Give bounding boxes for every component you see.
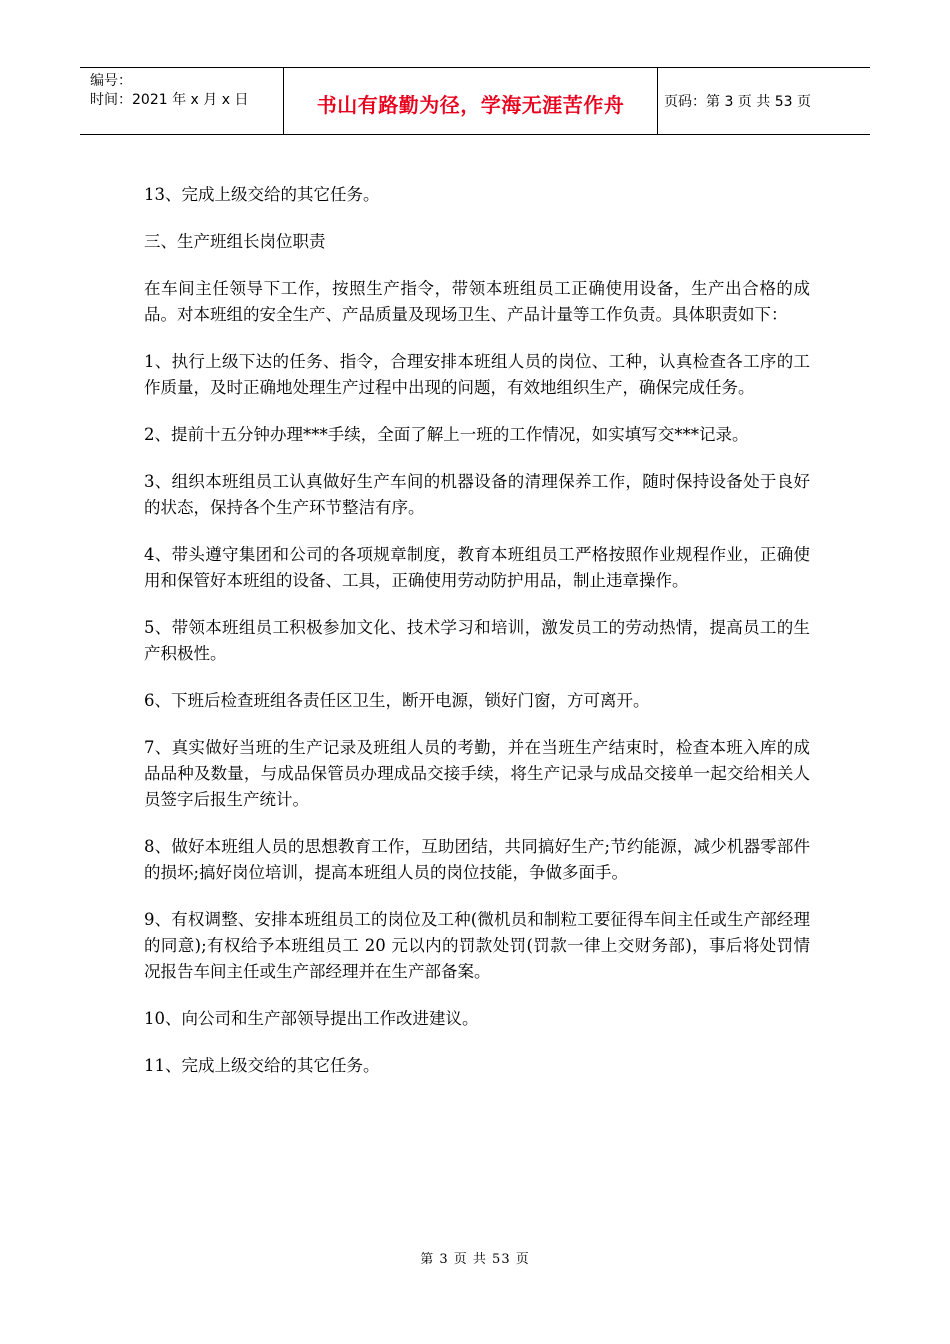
motto-text: 书山有路勤为径，学海无涯苦作舟 — [316, 92, 625, 117]
paragraph: 5、带领本班组员工积极参加文化、技术学习和培训，激发员工的劳动热情，提高员工的生产积极性。 — [144, 618, 810, 663]
paragraph: 4、带头遵守集团和公司的各项规章制度，教育本班组员工严格按照作业规程作业，正确使用和保管好本班组的设备、工具，正确使用劳动防护用品，制止违章操作。 — [144, 545, 810, 590]
header-page-info: 页码：第 3 页 共 53 页 — [664, 94, 811, 110]
paragraph: 11、完成上级交给的其它任务。 — [144, 1056, 380, 1075]
paragraph: 13、完成上级交给的其它任务。 — [144, 185, 380, 204]
header-page-cell — [658, 68, 870, 134]
paragraph: 3、组织本班组员工认真做好生产车间的机器设备的清理保养工作，随时保持设备处于良好的状态，保持各个生产环节整洁有序。 — [144, 472, 810, 517]
page-header-table — [80, 67, 870, 135]
paragraph: 8、做好本班组人员的思想教育工作，互助团结，共同搞好生产;节约能源，减少机器零部件的损坏;搞好岗位培训，提高本班组人员的岗位技能，争做多面手。 — [144, 837, 810, 882]
paragraph: 1、执行上级下达的任务、指令，合理安排本班组人员的岗位、工种，认真检查各工序的工作质量，及时正确地处理生产过程中出现的问题，有效地组织生产，确保完成任务。 — [144, 352, 810, 397]
document-body — [144, 182, 810, 1100]
paragraph: 9、有权调整、安排本班组员工的岗位及工种(微机员和制粒工要征得车间主任或生产部经理的同意);有权给予本班组员工 20 元以内的罚款处罚(罚款一律上交财务部)，事后将处罚情况报告车间主任或生产部经理并在生产部备案。 — [144, 910, 810, 981]
time-label: 时间：2021 年 x 月 x 日 — [90, 92, 249, 108]
header-motto-cell — [283, 68, 658, 134]
page-footer: 第 3 页 共 53 页 — [420, 1252, 530, 1267]
header-meta-cell — [80, 68, 283, 134]
section-heading: 三、生产班组长岗位职责 — [144, 232, 326, 251]
paragraph: 2、提前十五分钟办理***手续，全面了解上一班的工作情况，如实填写交***记录。 — [144, 425, 749, 444]
paragraph: 在车间主任领导下工作，按照生产指令，带领本班组员工正确使用设备，生产出合格的成品。对本班组的安全生产、产品质量及现场卫生、产品计量等工作负责。具体职责如下： — [144, 279, 810, 324]
paragraph: 6、下班后检查班组各责任区卫生，断开电源，锁好门窗，方可离开。 — [144, 691, 650, 710]
number-label: 编号： — [90, 73, 132, 89]
paragraph: 7、真实做好当班的生产记录及班组人员的考勤，并在当班生产结束时，检查本班入库的成品品种及数量，与成品保管员办理成品交接手续，将生产记录与成品交接单一起交给相关人员签字后报生产统计。 — [144, 738, 810, 809]
paragraph: 10、向公司和生产部领导提出工作改进建议。 — [144, 1009, 479, 1028]
